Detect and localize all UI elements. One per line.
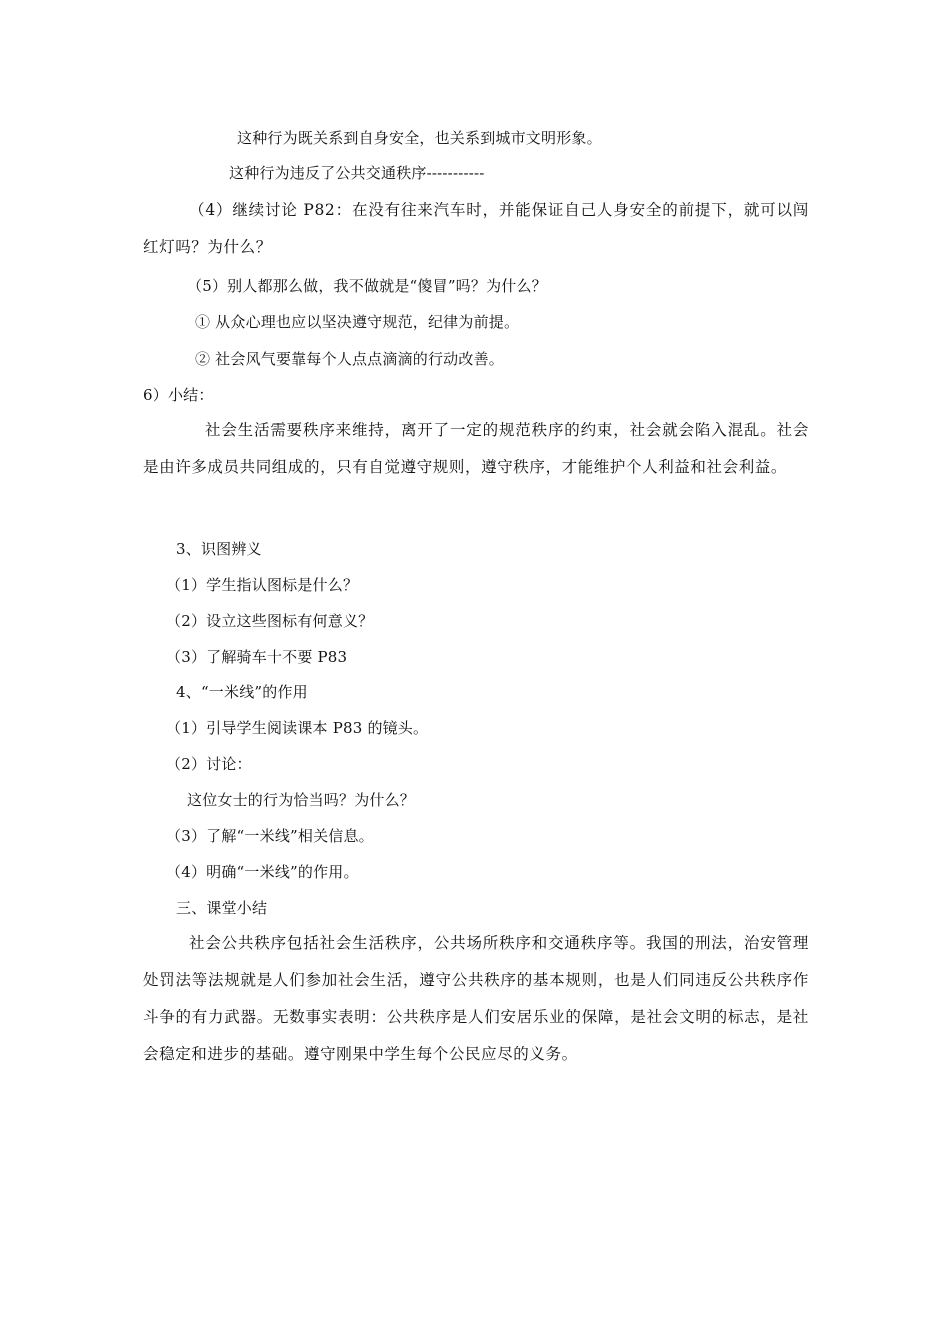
discussion-question: 这位女士的行为恰当吗？为什么？ [187, 791, 416, 809]
section-heading-4: 4、“一米线”的作用 [176, 683, 308, 701]
point-1: ① 从众心理也应以坚决遵守规范，纪律为前提。 [195, 313, 520, 331]
list-item-3-1: （1）学生指认图标是什么？ [166, 576, 359, 594]
summary-paragraph: 社会生活需要秩序来维持，离开了一定的规范秩序的约束，社会就会陷入混乱。社会是由许多成员共同组成的，只有自觉遵守规则，遵守秩序，才能维护个人利益和社会利益。 [143, 421, 809, 476]
list-item-4-2: （2）讨论： [166, 755, 252, 773]
discussion-item-5: （5）别人都那么做，我不做就是“傻冒”吗？为什么？ [187, 277, 547, 295]
list-item-4-3: （3）了解“一米线”相关信息。 [166, 827, 374, 845]
point-2: ② 社会风气要靠每个人点点滴滴的行动改善。 [195, 350, 504, 368]
summary-heading: 6）小结： [143, 386, 214, 404]
section-heading-class-summary: 三、课堂小结 [176, 899, 268, 917]
text-line-violation: 这种行为违反了公共交通秩序----------- [229, 164, 485, 182]
text-line-safety: 这种行为既关系到自身安全，也关系到城市文明形象。 [237, 129, 602, 147]
discussion-item-4: （4）继续讨论 P82：在没有往来汽车时，并能保证自己人身安全的前提下，就可以闯红灯吗？为什么？ [143, 201, 809, 256]
list-item-3-3: （3）了解骑车十不要 P83 [166, 648, 348, 666]
class-summary-paragraph: 社会公共秩序包括社会生活秩序，公共场所秩序和交通秩序等。我国的刑法，治安管理处罚法等法规就是人们参加社会生活，遵守公共秩序的基本规则，也是人们同违反公共秩序作斗争的有力武器。无数事实表明：公共秩序是人们安居乐业的保障，是社会文明的标志，是社会稳定和进步的基础。遵守刚果中学生每个公民应尽的义务。 [143, 934, 809, 1063]
list-item-3-2: （2）设立这些图标有何意义？ [166, 612, 374, 630]
section-heading-3: 3、识图辨义 [176, 540, 262, 558]
list-item-4-4: （4）明确“一米线”的作用。 [166, 863, 359, 881]
list-item-4-1: （1）引导学生阅读课本 P83 的镜头。 [166, 719, 429, 737]
